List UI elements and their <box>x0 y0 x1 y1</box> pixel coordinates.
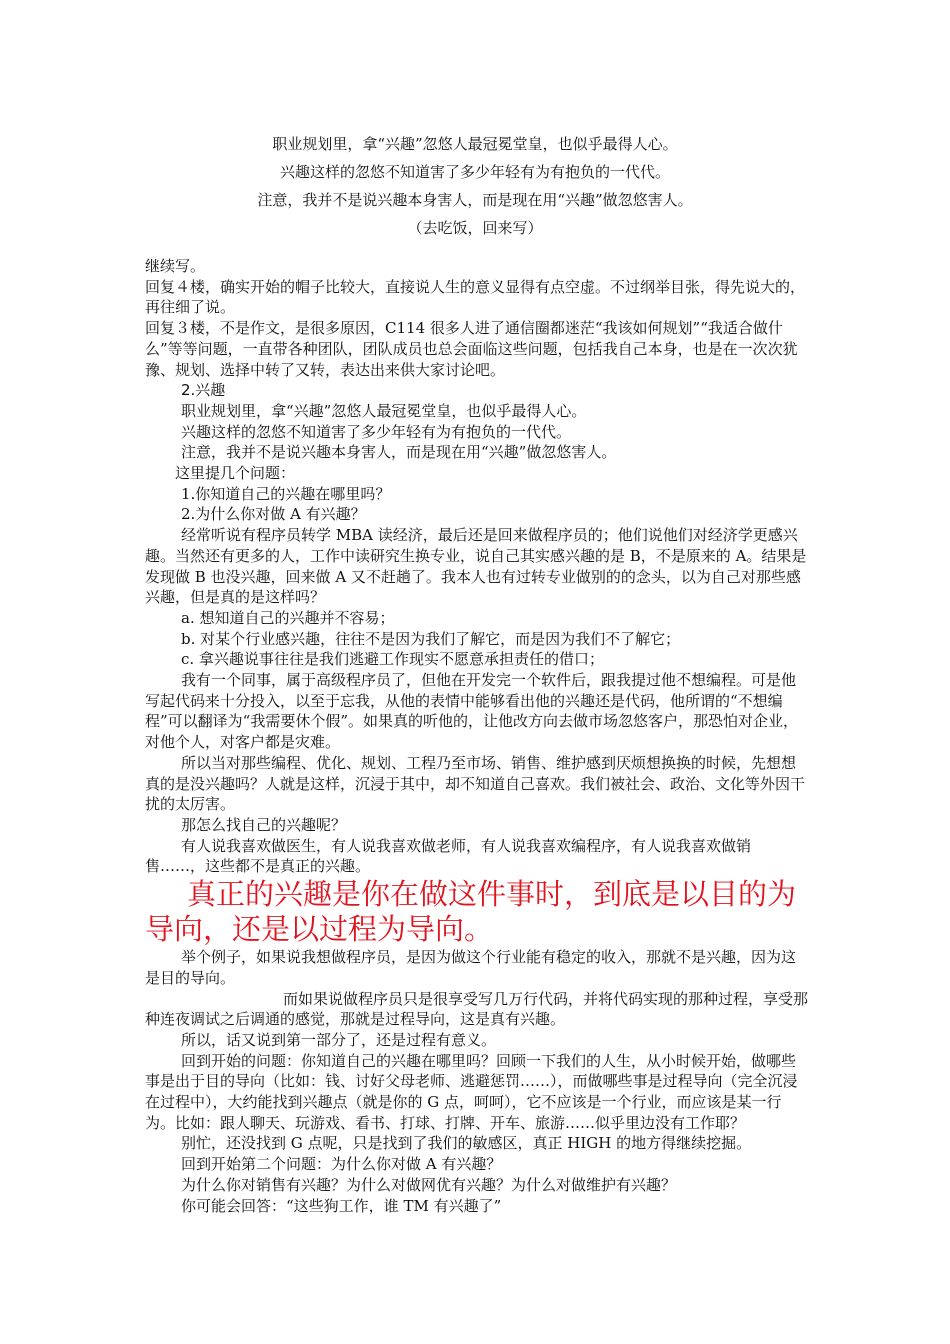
paragraph: 回到开始第二个问题：为什么你对做 A 有兴趣？ <box>181 1155 502 1174</box>
paragraph: 继续写。 <box>145 257 206 275</box>
list-item: c. 拿兴趣说事往往是我们逃避工作现实不愿意承担责任的借口； <box>181 650 604 669</box>
paragraph: 你可能会回答：“这些狗工作，谁 TM 有兴趣了” <box>181 1196 502 1215</box>
question-item: 2.为什么你对做 A 有兴趣？ <box>181 505 366 524</box>
paragraph: 回复３楼，不是作文，是很多原因，C114 很多人进了通信圈都迷茫“我该如何规划”“我适合做什么”等等问题，一直带各种团队，团队成员也总会面临这些问题，包括我自己本身，也是在一次次犹豫、规划、选择中转了又转，表达出来供大家讨论吧。 <box>145 319 798 379</box>
paragraph: 有人说我喜欢做医生，有人说我喜欢做老师，有人说我喜欢编程序，有人说我喜欢做销售……，这些都不是真正的兴趣。 <box>145 836 752 876</box>
highlight-statement: 真正的兴趣是你在做这件事时，到底是以目的为导向，还是以过程为导向。 <box>145 877 797 947</box>
paragraph: 那怎么找自己的兴趣呢？ <box>181 815 347 834</box>
question-item: 1.你知道自己的兴趣在哪里吗？ <box>181 484 391 503</box>
intro-block <box>145 130 805 242</box>
section-heading: 2.兴趣 <box>181 381 226 400</box>
paragraph: 经常听说有程序员转学 MBA 读经济，最后还是回来做程序员的；他们说他们对经济学更感兴趣。当然还有更多的人，工作中读研究生换专业，说自己其实感兴趣的是 B，不是原来的 A。结果是发现做 B 也没兴趣，回来做 A 又不赶趟了。我本人也有过转专业做别的的念头，以为自己对那些感兴趣，但是真的是这样吗？ <box>145 526 807 607</box>
paragraph: 职业规划里，拿“兴趣”忽悠人最冠冕堂皇，也似乎最得人心。 <box>181 401 587 420</box>
paragraph: 举个例子，如果说我想做程序员，是因为做这个行业能有稳定的收入，那就不是兴趣，因为这是目的导向。 <box>145 948 797 987</box>
paragraph: 回复４楼，确实开始的帽子比较大，直接说人生的意义显得有点空虚。不过纲举目张，得先说大的，再往细了说。 <box>145 277 806 317</box>
paragraph: 我有一个同事，属于高级程序员了，但他在开发完一个软件后，跟我提过他不想编程。可是他写起代码来十分投入，以至于忘我，从他的表情中能够看出他的兴趣还是代码，他所谓的“不想编程”可以翻译为“我需要休个假”。如果真的听他的，让他改方向去做市场忽悠客户，那恐怕对企业，对他个人，对客户都是灾难。 <box>145 671 799 752</box>
intro-line: 职业规划里，拿“兴趣”忽悠人最冠冕堂皇，也似乎最得人心。 <box>272 135 678 153</box>
paragraph: 所以，话又说到第一部分了，还是过程有意义。 <box>181 1030 497 1049</box>
intro-line: （去吃饭，回来写） <box>407 219 543 237</box>
list-item: b. 对某个行业感兴趣，往往不是因为我们了解它，而是因为我们不了解它； <box>181 629 681 648</box>
document-body <box>145 256 810 1216</box>
paragraph: 所以当对那些编程、优化、规划、工程乃至市场、销售、维护感到厌烦想换换的时候，先想想真的是没兴趣吗？人就是这样，沉浸于其中，却不知道自己喜欢。我们被社会、政治、文化等外因干扰的太厉害。 <box>145 753 806 814</box>
paragraph: 而如果说做程序员只是很享受写几万行代码，并将代码实现的那种过程，享受那种连夜调试之后调通的感觉，那就是过程导向，这是真有兴趣。 <box>145 989 809 1029</box>
paragraph: 回到开始的问题：你知道自己的兴趣在哪里吗？回顾一下我们的人生，从小时候开始，做哪些事是出于目的导向（比如：钱、讨好父母老师、逃避惩罚……），而做哪些事是过程导向（完全沉浸在过程中），大约能找到兴趣点（就是你的 G 点，呵呵），它不应该是一个行业，而应该是某一行为。比如：跟人聊天、玩游戏、看书、打球、打牌、开车、旅游……似乎里边没有工作耶？ <box>145 1051 798 1132</box>
paragraph: 注意，我并不是说兴趣本身害人，而是现在用“兴趣”做忽悠害人。 <box>181 443 617 462</box>
list-item: a. 想知道自己的兴趣并不容易； <box>181 608 395 627</box>
paragraph: 别忙，还没找到 G 点呢，只是找到了我们的敏感区，真正 HIGH 的地方得继续挖掘。 <box>181 1134 752 1153</box>
intro-line: 兴趣这样的忽悠不知道害了多少年轻有为有抱负的一代代。 <box>279 163 670 181</box>
intro-line: 注意，我并不是说兴趣本身害人，而是现在用“兴趣”做忽悠害人。 <box>257 191 693 209</box>
paragraph: 这里提几个问题： <box>175 464 296 483</box>
paragraph: 兴趣这样的忽悠不知道害了多少年轻有为有抱负的一代代。 <box>181 422 572 441</box>
paragraph: 为什么你对销售有兴趣？为什么对做网优有兴趣？为什么对做维护有兴趣？ <box>181 1175 677 1194</box>
